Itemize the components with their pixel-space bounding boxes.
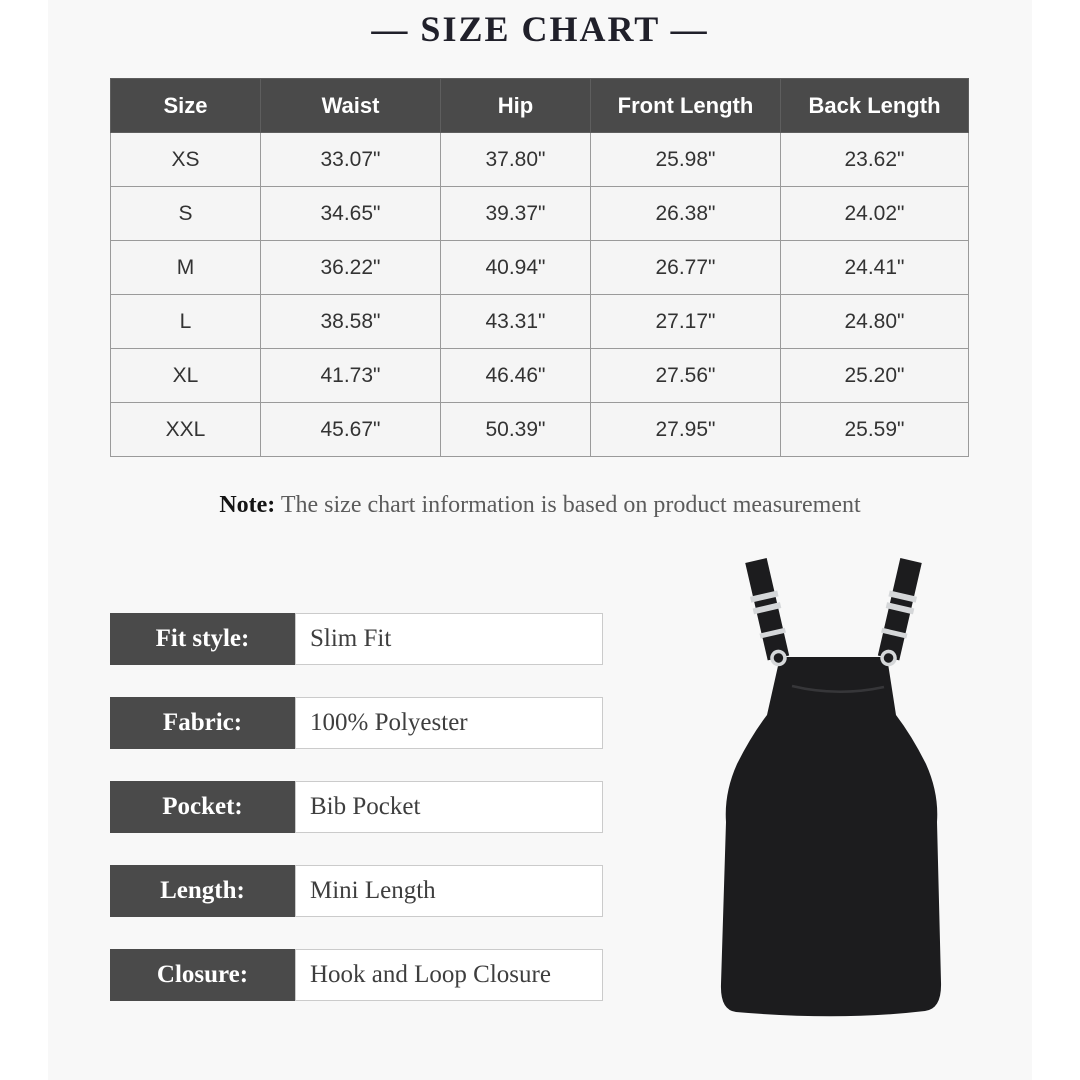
dress-body	[721, 657, 941, 1016]
table-cell: 25.20"	[781, 349, 969, 403]
detail-label: Closure:	[110, 949, 295, 1001]
table-cell: 50.39"	[441, 403, 591, 457]
size-chart-note	[48, 492, 1032, 519]
detail-row	[110, 613, 603, 665]
column-header: Front Length	[591, 79, 781, 133]
table-row	[111, 403, 969, 457]
table-cell: 26.77"	[591, 241, 781, 295]
table-cell: 26.38"	[591, 187, 781, 241]
detail-row	[110, 697, 603, 749]
table-cell: XL	[111, 349, 261, 403]
product-details	[110, 613, 603, 1033]
table-cell: XXL	[111, 403, 261, 457]
table-cell: 40.94"	[441, 241, 591, 295]
table-cell: 27.17"	[591, 295, 781, 349]
table-cell: 36.22"	[261, 241, 441, 295]
strap-ring	[771, 650, 787, 666]
table-cell: 27.95"	[591, 403, 781, 457]
detail-value: Bib Pocket	[295, 781, 603, 833]
table-row	[111, 349, 969, 403]
detail-label: Fit style:	[110, 613, 295, 665]
product-image-dress	[690, 552, 1020, 1072]
table-cell: 24.02"	[781, 187, 969, 241]
dress-strap-right	[873, 557, 924, 667]
table-cell: 24.41"	[781, 241, 969, 295]
detail-value: Slim Fit	[295, 613, 603, 665]
strap-ring	[881, 650, 897, 666]
table-row	[111, 187, 969, 241]
detail-value: Mini Length	[295, 865, 603, 917]
table-row	[111, 295, 969, 349]
table-cell: S	[111, 187, 261, 241]
dress-strap-left	[742, 557, 793, 667]
table-row	[111, 241, 969, 295]
table-cell: 23.62"	[781, 133, 969, 187]
column-header: Back Length	[781, 79, 969, 133]
table-cell: 33.07"	[261, 133, 441, 187]
column-header: Size	[111, 79, 261, 133]
detail-row	[110, 781, 603, 833]
table-cell: 39.37"	[441, 187, 591, 241]
detail-row	[110, 865, 603, 917]
table-cell: 45.67"	[261, 403, 441, 457]
size-chart-table	[110, 78, 969, 457]
detail-row	[110, 949, 603, 1001]
table-cell: XS	[111, 133, 261, 187]
page-title: — SIZE CHART —	[371, 9, 709, 49]
table-cell: 24.80"	[781, 295, 969, 349]
table-cell: 43.31"	[441, 295, 591, 349]
detail-label: Length:	[110, 865, 295, 917]
table-cell: 34.65"	[261, 187, 441, 241]
table-cell: L	[111, 295, 261, 349]
table-row	[111, 133, 969, 187]
table-cell: 25.98"	[591, 133, 781, 187]
table-cell: 38.58"	[261, 295, 441, 349]
detail-value: 100% Polyester	[295, 697, 603, 749]
table-cell: 46.46"	[441, 349, 591, 403]
content-canvas	[48, 0, 1032, 1080]
table-cell: M	[111, 241, 261, 295]
table-cell: 25.59"	[781, 403, 969, 457]
note-label: Note:	[219, 492, 276, 518]
detail-label: Pocket:	[110, 781, 295, 833]
table-cell: 27.56"	[591, 349, 781, 403]
table-cell: 37.80"	[441, 133, 591, 187]
table-body	[111, 133, 969, 457]
detail-value: Hook and Loop Closure	[295, 949, 603, 1001]
detail-label: Fabric:	[110, 697, 295, 749]
column-header: Waist	[261, 79, 441, 133]
note-text: The size chart information is based on product measurement	[280, 492, 861, 518]
column-header: Hip	[441, 79, 591, 133]
table-head-row	[111, 79, 969, 133]
table-cell: 41.73"	[261, 349, 441, 403]
